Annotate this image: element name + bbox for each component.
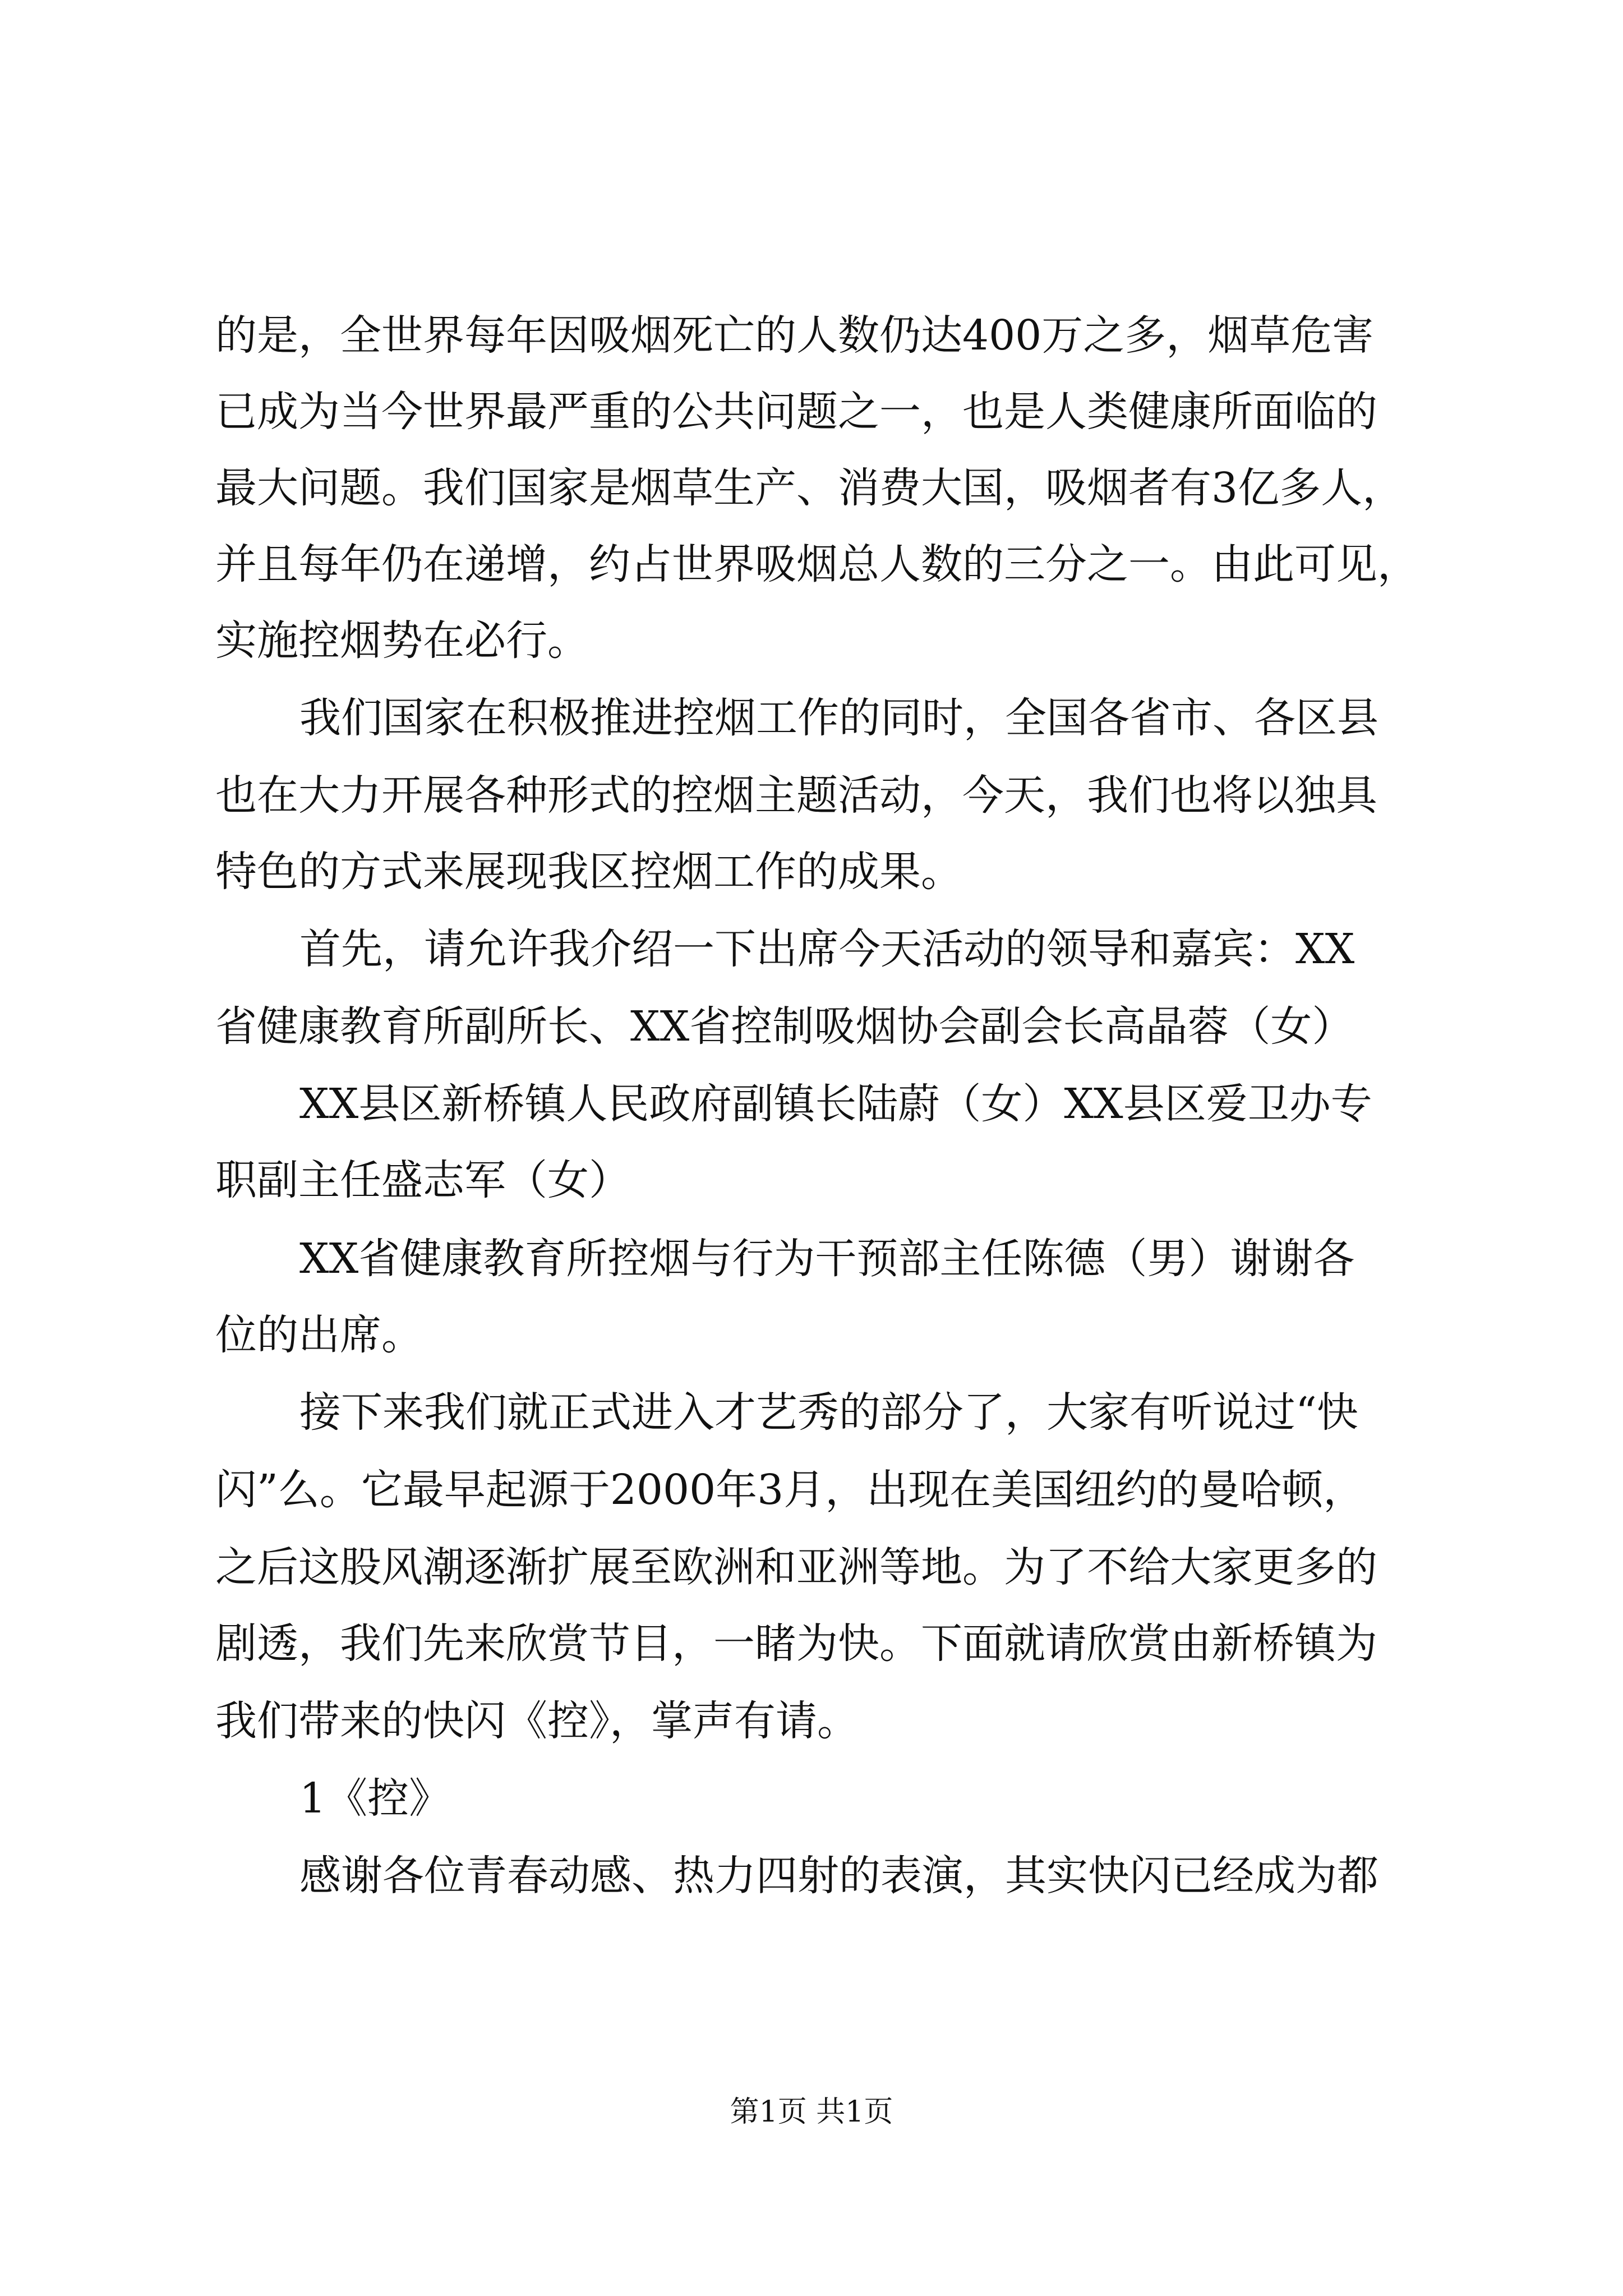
text-line: 首先，请允许我介绍一下出席今天活动的领导和嘉宾：XX <box>299 925 1355 973</box>
text-line: 1《控》 <box>299 1774 451 1823</box>
text-line: 实施控烟势在必行。 <box>215 616 589 665</box>
text-line: XX县区新桥镇人民政府副镇长陆蔚（女）XX县区爱卫办专 <box>299 1080 1372 1128</box>
text-line: 并且每年仍在递增，约占世界吸烟总人数的三分之一。由此可见， <box>215 540 1419 588</box>
text-line: 位的出席。 <box>215 1311 423 1359</box>
text-line: 的是，全世界每年因吸烟死亡的人数仍达400万之多，烟草危害 <box>215 311 1374 360</box>
text-line: 也在大力开展各种形式的控烟主题活动，今天，我们也将以独具 <box>215 771 1377 820</box>
text-line: 接下来我们就正式进入才艺秀的部分了，大家有听说过“快 <box>299 1388 1358 1437</box>
text-line: 我们国家在积极推进控烟工作的同时，全国各省市、各区县 <box>299 694 1378 742</box>
text-line: 剧透，我们先来欣赏节目，一睹为快。下面就请欣赏由新桥镇为 <box>215 1619 1377 1668</box>
text-line: 已成为当今世界最严重的公共问题之一，也是人类健康所面临的 <box>215 388 1377 436</box>
text-line: 我们带来的快闪《控》，掌声有请。 <box>215 1697 859 1745</box>
page-footer: 第1页 共1页 <box>730 2095 893 2129</box>
text-line: 职副主任盛志军（女） <box>215 1156 630 1204</box>
text-line: 省健康教育所副所长、XX省控制吸烟协会副会长高晶蓉（女） <box>215 1002 1354 1051</box>
text-line: 最大问题。我们国家是烟草生产、消费大国，吸烟者有3亿多人， <box>215 464 1404 512</box>
text-line: 感谢各位青春动感、热力四射的表演，其实快闪已经成为都 <box>299 1852 1378 1900</box>
text-line: 闪”么。它最早起源于2000年3月，出现在美国纽约的曼哈顿， <box>215 1466 1365 1514</box>
text-line: 特色的方式来展现我区控烟工作的成果。 <box>215 848 962 896</box>
text-line: 之后这股风潮逐渐扩展至欧洲和亚洲等地。为了不给大家更多的 <box>215 1543 1377 1591</box>
text-line: XX省健康教育所控烟与行为干预部主任陈德（男）谢谢各 <box>299 1235 1355 1283</box>
